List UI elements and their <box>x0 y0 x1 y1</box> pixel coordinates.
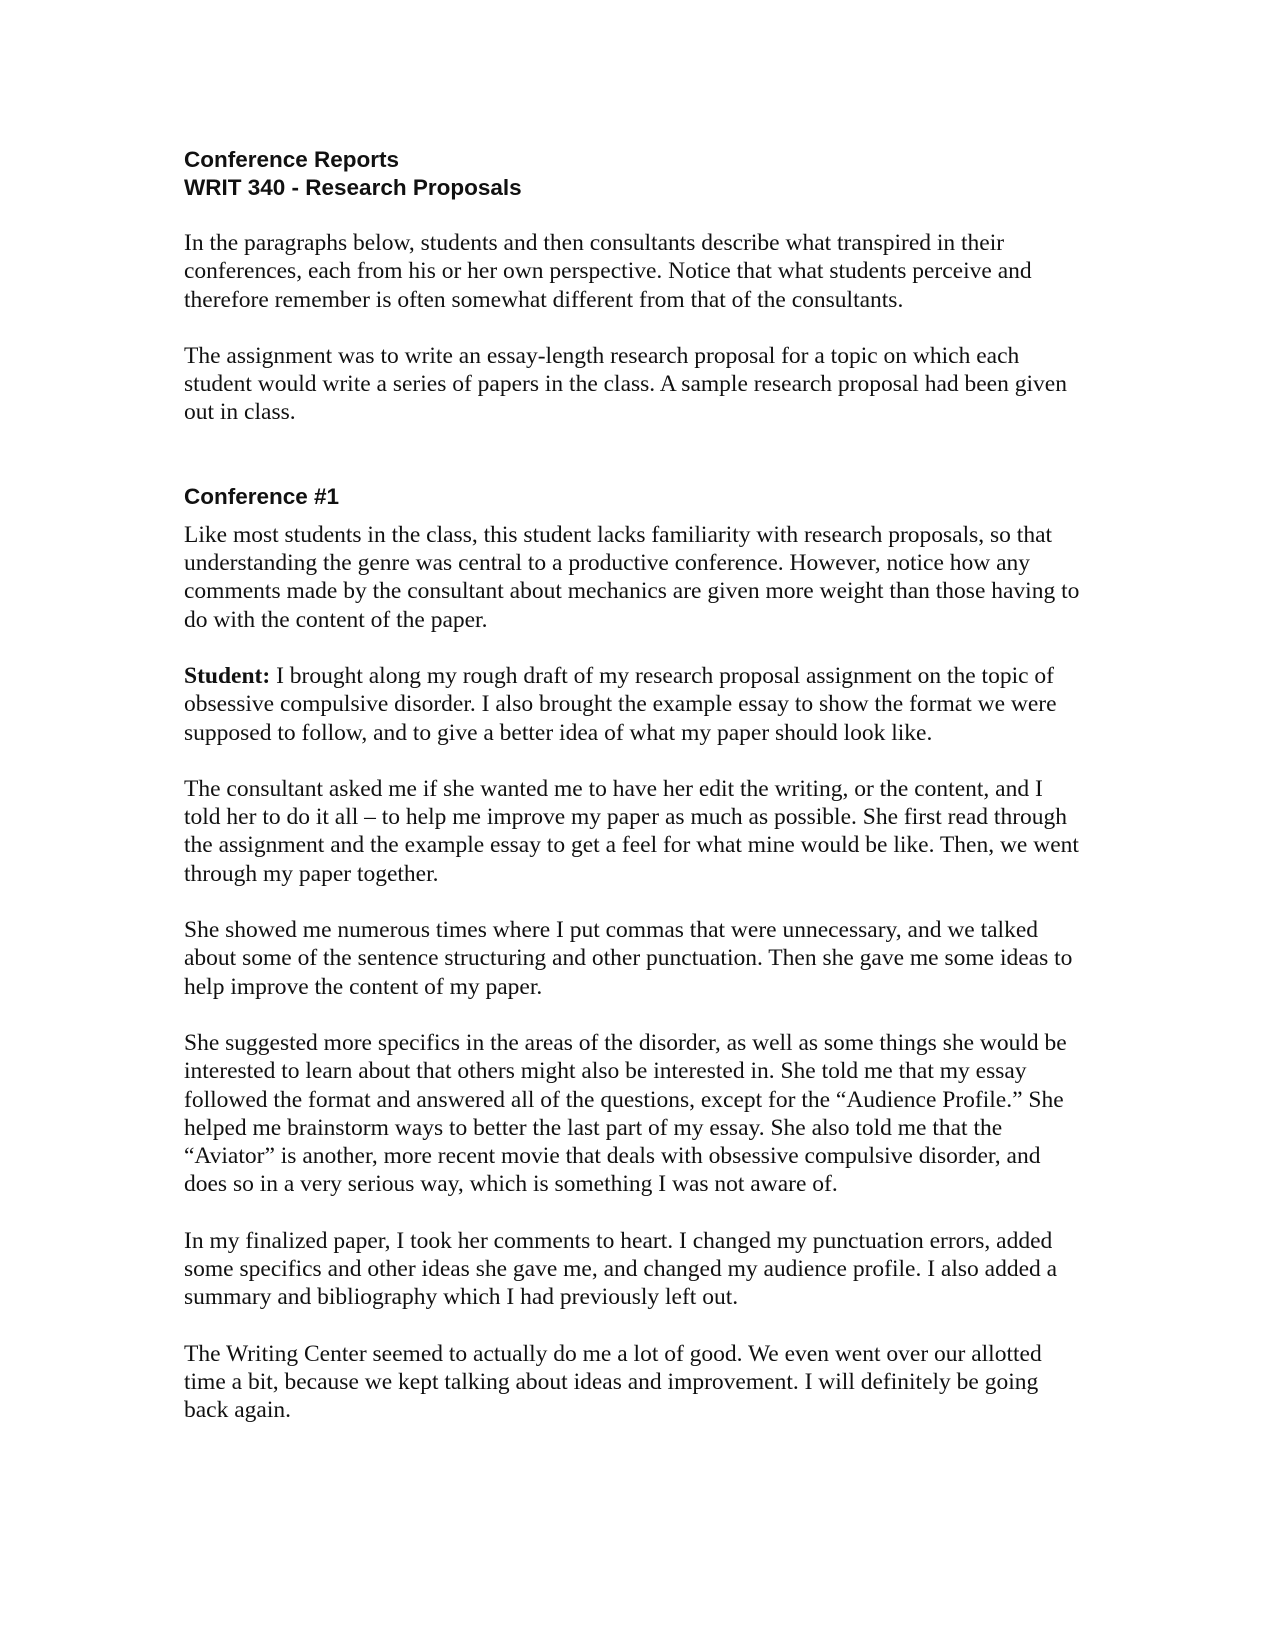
student-label: Student: <box>184 662 271 689</box>
conference-1-description: Like most students in the class, this student lacks familiarity with research proposals, so that understanding the genre was central to a productive conference. However, notice how any comments made by the consultant about mechanics are given more weight than those having to do with the content of the paper. <box>184 521 1080 633</box>
student-paragraph-3: She showed me numerous times where I put commas that were unnecessary, and we talked about some of the sentence structuring and other punctuation. Then she gave me some ideas to help improve the content of my paper. <box>184 917 1073 1000</box>
conference-1-heading: Conference #1 <box>184 483 340 509</box>
intro-paragraph-1: In the paragraphs below, students and then consultants describe what transpired in their conferences, each from his or her own perspective. Notice that what students perceive and therefore remember is often somewhat different from that of the consultants. <box>184 230 1032 313</box>
document-title-line-1: Conference Reports <box>184 147 400 172</box>
student-paragraph-5: In my finalized paper, I took her comments to heart. I changed my punctuation errors, added some specifics and other ideas she gave me, and changed my audience profile. I also added a summary and bibliography which I had previously left out. <box>184 1227 1058 1311</box>
intro-paragraph-2: The assignment was to write an essay-length research proposal for a topic on which each student would write a series of papers in the class. A sample research proposal had been given out in class. <box>184 342 1067 426</box>
student-paragraph-6: The Writing Center seemed to actually do me a lot of good. We even went over our allotted time a bit, because we kept talking about ideas and improvement. I will definitely be going back again. <box>184 1340 1042 1424</box>
document-title-line-2: WRIT 340 - Research Proposals <box>184 175 522 200</box>
document-body <box>184 146 1084 1425</box>
student-paragraph-1-text: I brought along my rough draft of my research proposal assignment on the topic of obsessive compulsive disorder. I also brought the example essay to show the format we were supposed to follow, and to give a better idea of what my paper should look like. <box>184 662 1057 746</box>
student-paragraph-4: She suggested more specifics in the areas of the disorder, as well as some things she would be interested to learn about that others might also be interested in. She told me that my essay followed the format and answered all of the questions, except for the “Audience Profile.” She helped me brainstorm ways to better the last part of my essay. She also told me that the “Aviator” is another, more recent movie that deals with obsessive compulsive disorder, and does so in a very serious way, which is something I was not aware of. <box>184 1029 1067 1198</box>
student-paragraph-2: The consultant asked me if she wanted me to have her edit the writing, or the content, and I told her to do it all – to help me improve my paper as much as possible. She first read through the assignment and the example essay to get a feel for what mine would be like. Then, we went through my paper together. <box>184 775 1079 887</box>
student-paragraph-1 <box>184 662 1084 747</box>
